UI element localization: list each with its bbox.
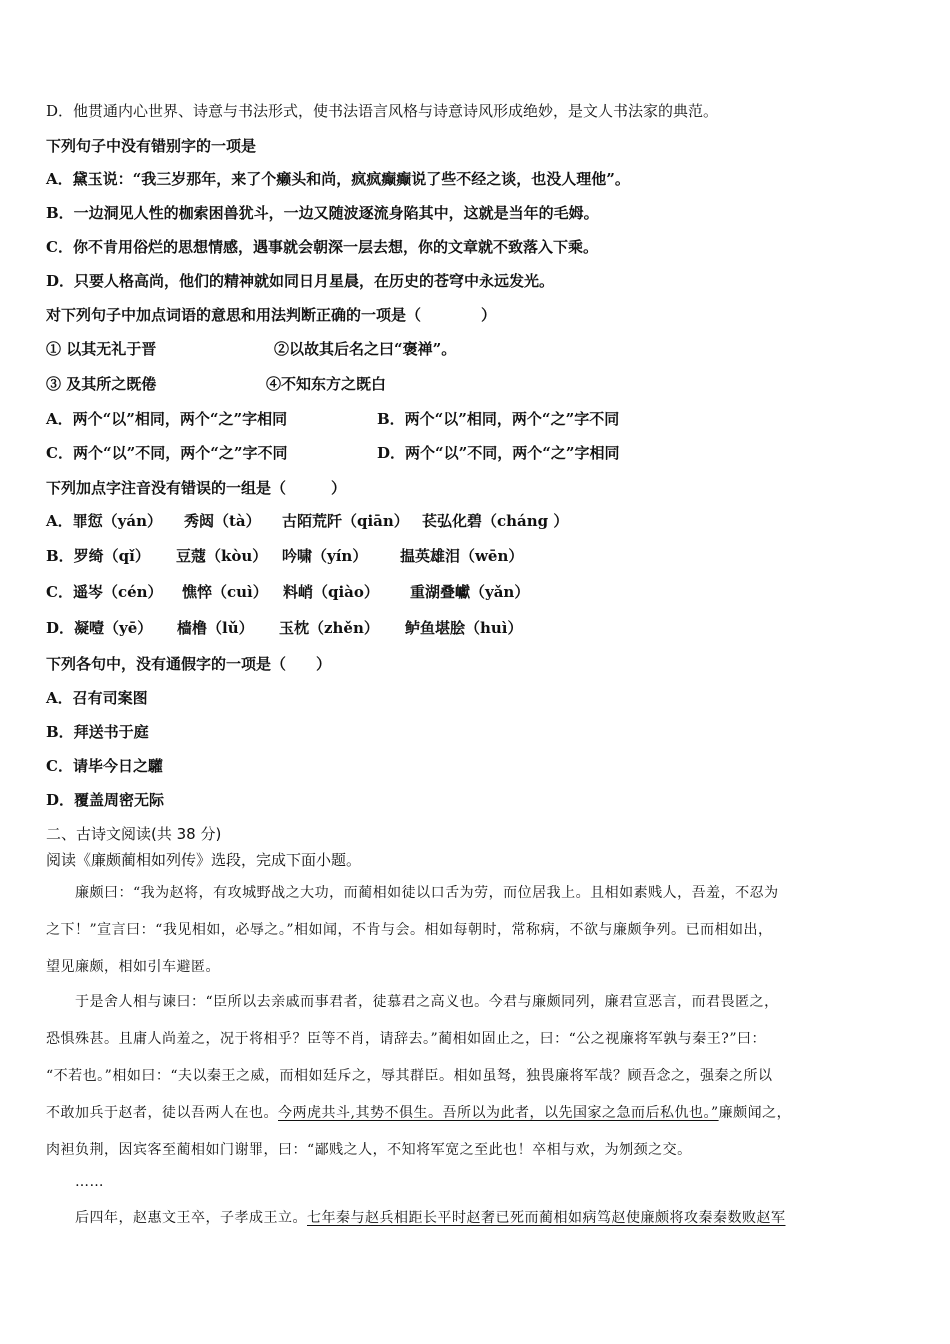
passage-line-6: “不若也。”相如曰：“夫以秦王之威，而相如廷斥之，辱其群臣。相如虽驽，独畏廉将军哉？顾吾念之，强秦之所以 [46,1068,773,1084]
q3-b-item-1: B．罗绮（qǐ） [46,547,150,565]
q3-b-item-2: 豆蔻（kòu） [176,547,268,565]
q2-stem: 对下列句子中加点词语的意思和用法判断正确的一项是（ ） [46,306,497,324]
q3-a-item-2: 秀闼（tà） [184,512,261,530]
q3-b-item-3: 吟啸（yín） [282,547,368,565]
q2-options-row2 [46,443,620,463]
q4-option-d: D．覆盖周密无际 [46,791,165,809]
passage-line-4: 于是舍人相与谏曰：“臣所以去亲戚而事君者，徒慕君之高义也。今君与廉颇同列，廉君宣恶言，而君畏匿之， [46,994,779,1010]
q2-sentence-3: ③ 及其所之既倦 [46,375,157,393]
q4-stem: 下列各句中，没有通假字的一项是（ ） [46,655,332,673]
q0-option-d: D．他贯通内心世界、诗意与书法形式，使书法语言风格与诗意诗风形成绝妙，是文人书法家的典范。 [46,102,719,120]
q3-option-b [46,546,524,566]
q3-c-item-4: 重湖叠巘（yǎn） [410,583,530,601]
q2-sentence-1: ① 以其无礼于晋 [46,340,157,358]
q3-d-item-3: 玉枕（zhěn） [279,619,379,637]
q1-option-b: B．一边洞见人性的枷索困兽犹斗，一边又随波逐流身陷其中，这就是当年的毛姆。 [46,204,599,222]
passage-line-8: 肉袒负荆，因宾客至蔺相如门谢罪，曰：“鄙贱之人，不知将军宽之至此也！卒相与欢，为刎颈之交。 [46,1142,692,1158]
q3-c-item-3: 料峭（qiào） [283,583,379,601]
section-intro: 阅读《廉颇蔺相如列传》选段，完成下面小题。 [46,851,362,869]
q2-sentences-row2 [46,374,387,394]
q4-option-b: B．拜送书于庭 [46,723,149,741]
q3-a-item-1: A．罪愆（yán） [46,512,162,530]
q1-option-c: C．你不肯用俗烂的思想情感，遇事就会朝深一层去想，你的文章就不致落入下乘。 [46,238,598,256]
q2-option-c: C．两个“以”不同，两个“之”字不同 [46,444,288,462]
q4-option-a: A．召有司案图 [46,689,148,707]
q3-stem: 下列加点字注音没有错误的一组是（ ） [46,479,347,497]
q4-option-c: C．请毕今日之驩 [46,757,163,775]
q3-c-item-1: C．遥岑（cén） [46,583,163,601]
q3-c-item-2: 憔悴（cuì） [182,583,268,601]
q2-option-d: D．两个“以”不同，两个“之”字相同 [377,444,620,462]
q1-option-a: A．黛玉说：“我三岁那年，来了个癞头和尚，疯疯癫癫说了些不经之谈，也没人理他”。 [46,170,630,188]
q2-option-b: B．两个“以”相同，两个“之”字不同 [377,410,620,428]
passage-line-5: 恐惧殊甚。且庸人尚羞之，况于将相乎？臣等不肖，请辞去。”蔺相如固止之，曰：“公之视廉将军孰与秦王?”曰： [46,1031,766,1047]
q3-option-d [46,618,523,638]
q3-a-item-3: 古陌荒阡（qiān） [282,512,409,530]
q3-d-item-4: 鲈鱼堪脍（huì） [405,619,523,637]
q3-option-a [46,511,569,531]
q1-option-d: D．只要人格高尚，他们的精神就如同日月星晨，在历史的苍穹中永远发光。 [46,272,555,290]
passage-line-2: 之下！”宣言曰：“我见相如，必辱之。”相如闻，不肯与会。相如每朝时，常称病，不欲与廉颇争列。已而相如出， [46,922,773,938]
q3-b-item-4: 揾英雄泪（wēn） [400,547,524,565]
underlined-sentence: 今两虎共斗,其势不俱生。吾所以为此者，以先国家之急而后私仇也。” [278,1105,719,1121]
passage-line-9-start: 后四年，赵惠文王卒，子孝成王立。 [46,1210,307,1226]
q3-d-item-1: D．凝噎（yē） [46,619,153,637]
q2-option-a: A．两个“以”相同，两个“之”字相同 [46,410,288,428]
passage-ellipsis: …… [46,1174,104,1190]
q2-options-row1 [46,409,620,429]
passage-line-7 [46,1103,791,1123]
q2-sentence-4: ④不知东方之既白 [266,375,387,393]
q1-stem: 下列句子中没有错别字的一项是 [46,137,257,155]
passage-line-7-end: 廉颇闻之， [718,1105,792,1121]
passage-line-1: 廉颇曰：“我为赵将，有攻城野战之大功，而蔺相如徒以口舌为劳，而位居我上。且相如素贱人，吾羞，不忍为 [46,885,779,901]
q2-sentence-2: ②以故其后名之曰“褒禅”。 [274,340,457,358]
q3-option-c [46,582,530,602]
q2-sentences-row1 [46,339,457,359]
passage-line-9 [46,1208,786,1228]
section-heading: 二、古诗文阅读(共 38 分) [46,825,222,843]
q3-a-item-4: 苌弘化碧（cháng ） [422,512,569,530]
unpunctuated-sentence: 七年秦与赵兵相距长平时赵奢已死而蔺相如病笃赵使廉颇将攻秦秦数败赵军 [307,1210,786,1226]
passage-line-3: 望见廉颇，相如引车避匿。 [46,959,220,975]
passage-line-7-start: 不敢加兵于赵者，徒以吾两人在也。 [46,1105,278,1121]
q3-d-item-2: 樯橹（lǔ） [177,619,254,637]
